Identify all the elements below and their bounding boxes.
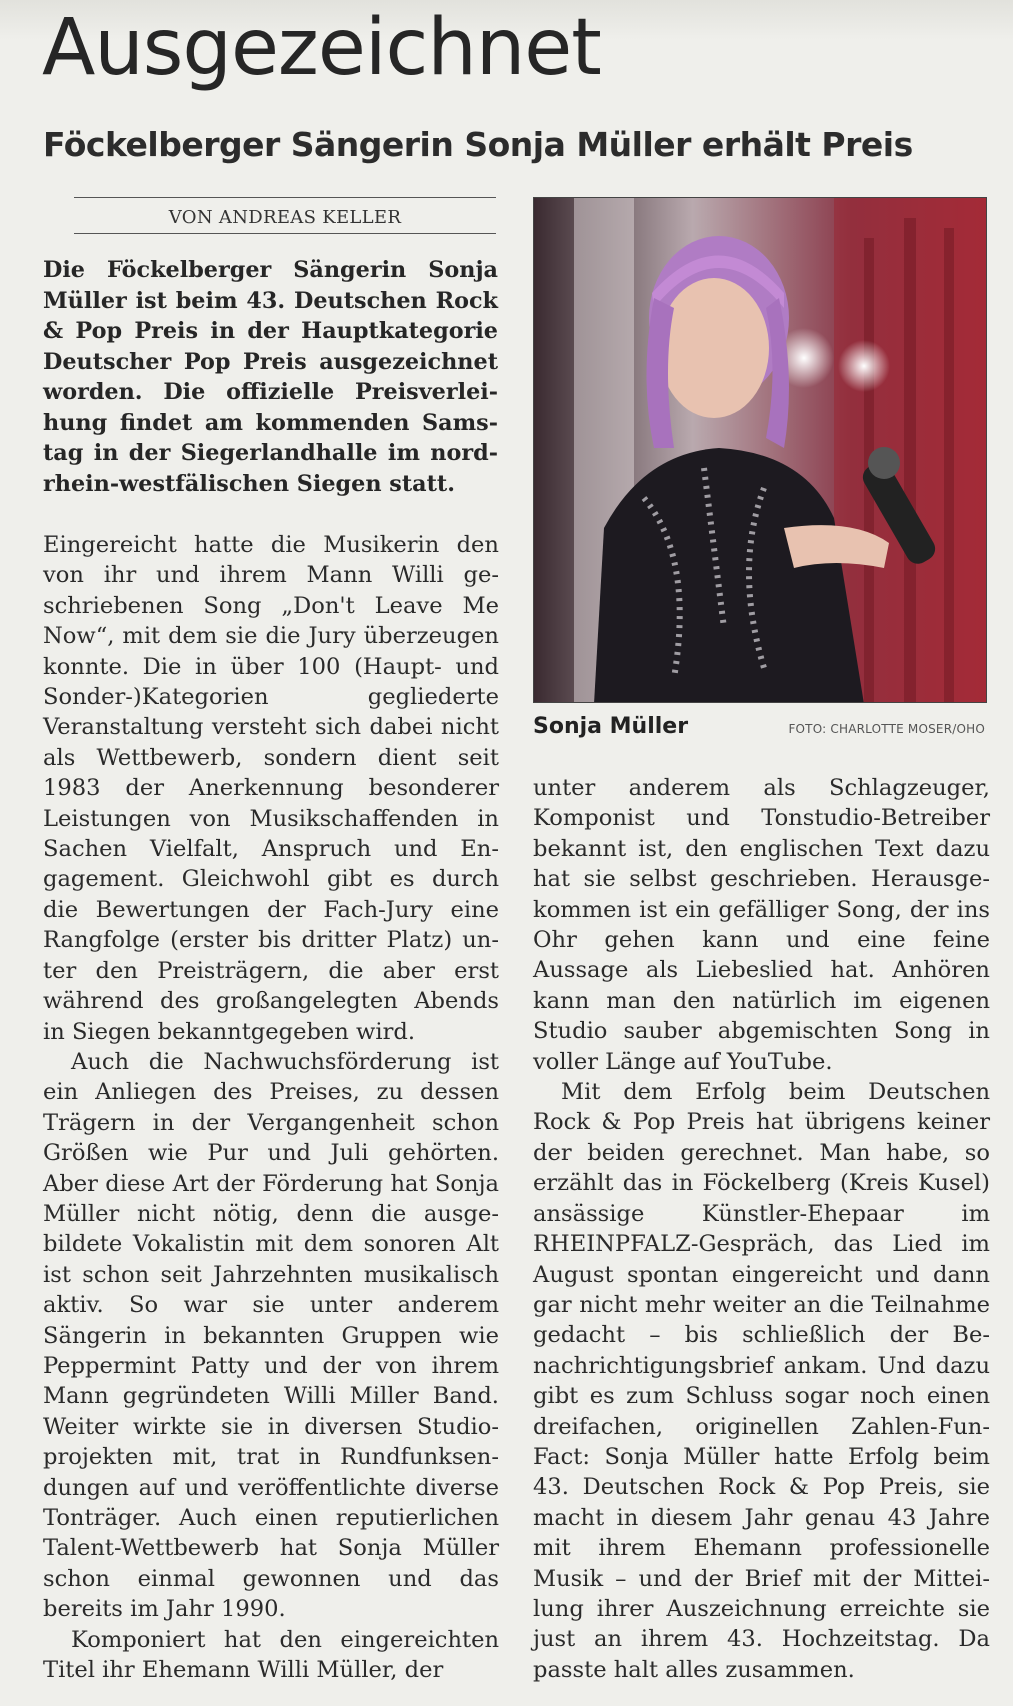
photo-credit: FOTO: CHARLOTTE MOSER/OHO [788, 722, 985, 736]
photo-caption: Sonja Müller [533, 714, 689, 739]
singer-photo [533, 197, 987, 703]
body-paragraph: Mit dem Erfolg beim Deutschen Rock & Pop Preis hat übrigens keiner der beiden gerechnet. Man habe, so erzählt das in Föckelberg (Kreis Kusel) ansässige Künstler-Ehepaar im RHEINPFALZ-Gespräch, das Lied im August spontan eingereicht und dann gar nicht mehr weiter an die Teilnahme gedacht – bis schließlich der Benachrichtigungsbrief ankam. Und dazu gibt es zum Schluss sogar noch einen dreifachen, originellen Zahlen-Fun-Fact: Sonja Müller hatte Erfolg beim 43. Deutschen Rock & Pop Preis, sie macht in diesem Jahr genau 43 Jahre mit ihrem Ehemann professionelle Musik – und der Brief mit der Mitteilung ihrer Auszeichnung erreichte sie just an ihrem 43. Hochzeitstag. Da passte halt alles zusammen. [533, 1079, 990, 1683]
body-paragraph: Auch die Nachwuchsförderung ist ein Anliegen des Preises, zu dessen Trägern in der Vergangenheit schon Größen wie Pur und Juli gehörten. Aber diese Art der Förderung hat Sonja Müller nicht nötig, denn die ausgebildete Vokalistin mit dem sonoren Alt ist schon seit Jahrzehnten musikalisch aktiv. So war sie unter anderem Sängerin in bekannten Gruppen wie Peppermint Patty und der von ihrem Mann gegründeten Willi Miller Band. Weiter wirkte sie in diversen Studioprojekten mit, trat in Rundfunksendungen auf und veröffentlichte diverse Tonträger. Auch einen reputierlichen Talent-Wettbewerb hat Sonja Müller schon einmal gewonnen und das bereits im Jahr 1990. [43, 1048, 499, 1623]
lead-paragraph: Die Föckelberger Sängerin Sonja Müller ist beim 43. Deutschen Rock & Pop Preis in der Hauptkategorie Deutscher Pop Preis ausgezeichnet worden. Die offizielle Preisverleihung findet am kommenden Samstag in der Siegerlandhalle im nordrhein-westfälischen Siegen statt. [43, 257, 498, 497]
headline: Ausgezeichnet [42, 3, 601, 93]
article-column-left [43, 530, 499, 1685]
body-paragraph: unter anderem als Schlagzeuger, Komponist und Tonstudio-Betreiber bekannt ist, den englischen Text dazu hat sie selbst geschrieben. Herausgekommen ist ein gefälliger Song, der ins Ohr gehen kann und eine feine Aussage als Liebeslied hat. Anhören kann man den natürlich im eigenen Studio sauber abgemischten Song in voller Länge auf YouTube. [533, 775, 990, 1075]
byline: VON ANDREAS KELLER [74, 197, 496, 234]
body-paragraph: Eingereicht hatte die Musikerin den von ihr und ihrem Mann Willi geschriebenen Song „Don't Leave Me Now“, mit dem sie die Jury überzeugen konnte. Die in über 100 (Haupt- und Sonder-)Kategorien gegliederte Veranstaltung versteht sich dabei nicht als Wettbewerb, sondern dient seit 1983 der Anerkennung besonderer Leistungen von Musikschaffenden in Sachen Vielfalt, Anspruch und Engagement. Gleichwohl gibt es durch die Bewertungen der Fach-Jury eine Rangfolge (erster bis dritter Platz) unter den Preisträgern, die aber erst während des großangelegten Abends in Siegen bekanntgegeben wird. [43, 532, 499, 1045]
body-paragraph: Komponiert hat den eingereichten Titel ihr Ehemann Willi Müller, der [43, 1626, 499, 1684]
subheadline: Föckelberger Sängerin Sonja Müller erhält Preis [43, 125, 913, 164]
article-column-right [533, 773, 990, 1685]
